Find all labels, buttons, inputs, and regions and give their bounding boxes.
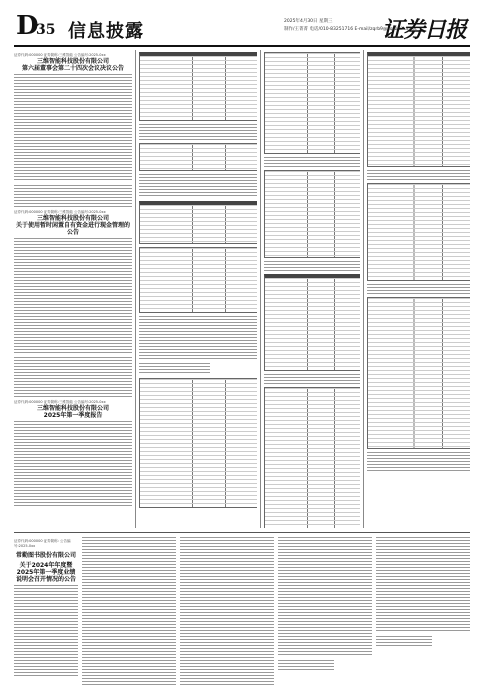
notice-code: 证券代码:000000 证券简称: 公告编号:2025-0xx [14,539,71,548]
column-1 [14,50,132,528]
body-text [82,537,176,685]
masthead-rule [14,45,470,47]
body-text [367,170,470,180]
body-text [14,421,132,507]
page-number: 35 [36,22,56,38]
column-3 [264,50,360,528]
body-text [180,537,274,685]
bottom-column-3 [180,536,274,690]
bottom-column-1 [14,536,78,690]
financial-table [139,247,257,313]
contact-line: 制作/王菁菁 电话/010-83251716 E-mail/zqrb9@zqrb.sina.net [284,27,417,32]
financial-table [264,52,360,154]
notice-title: 2025年第一季度报告 [43,412,103,419]
financial-table [139,52,257,121]
notice-company: 三维智能科技股份有限公司 [36,58,109,65]
body-text [139,124,257,140]
column-divider [260,50,261,528]
notice-header [14,400,132,419]
body-text [376,537,470,633]
body-text [14,238,132,354]
body-text [139,174,257,198]
column-2 [139,50,257,528]
financial-table [264,387,360,528]
financial-table [139,378,257,508]
body-text [14,585,78,677]
notice-title: 关于使用暂时闲置自有资金进行现金管理的公告 [15,222,130,236]
financial-table [139,143,257,171]
body-text [14,357,132,397]
body-text [14,185,132,207]
body-text [264,157,360,167]
notice-header [14,53,132,72]
section-title: 信息披露 [68,21,144,42]
notice-company: 常勤图书股份有限公司 [15,552,76,559]
notice-company: 三维智能科技股份有限公司 [36,215,109,222]
notice-company: 三维智能科技股份有限公司 [36,405,109,412]
body-text [139,316,257,360]
notice-code: 证券代码:000000 证券简称:三维智能 公告编号:2025-0xx [14,400,106,404]
body-text [14,74,132,182]
financial-table [264,274,360,371]
body-text [367,452,470,472]
body-text [278,537,372,657]
body-text [139,363,210,375]
financial-table [367,297,470,449]
section-divider [14,532,470,533]
financial-table [367,183,470,281]
column-divider [135,50,136,528]
column-4 [367,50,470,528]
notice-header [14,210,132,236]
notice-header [14,539,78,549]
notice-code: 证券代码:000000 证券简称:三维智能 公告编号:2025-0xx [14,53,106,57]
body-text [367,284,470,294]
body-text [376,636,432,646]
body-text [264,374,360,384]
bottom-column-4 [278,536,372,690]
page-letter: D [16,11,39,41]
bottom-column-5 [376,536,470,690]
financial-table [264,170,360,258]
bottom-column-2 [82,536,176,690]
newspaper-logo: 证券日报 [381,17,466,43]
masthead [14,12,470,44]
notice-title: 第六届董事会第二十四次会议决议公告 [21,65,124,72]
column-divider [363,50,364,528]
date-line: 2025年4月30日 星期三 [284,19,333,24]
body-text [264,261,360,271]
notice-title: 关于2024年年度暨2025年第一季度业绩说明会召开情况的公告 [15,562,76,583]
body-text [278,660,334,672]
financial-table [367,52,470,167]
financial-table [139,201,257,244]
notice-code: 证券代码:000000 证券简称:三维智能 公告编号:2025-0xx [14,210,106,214]
